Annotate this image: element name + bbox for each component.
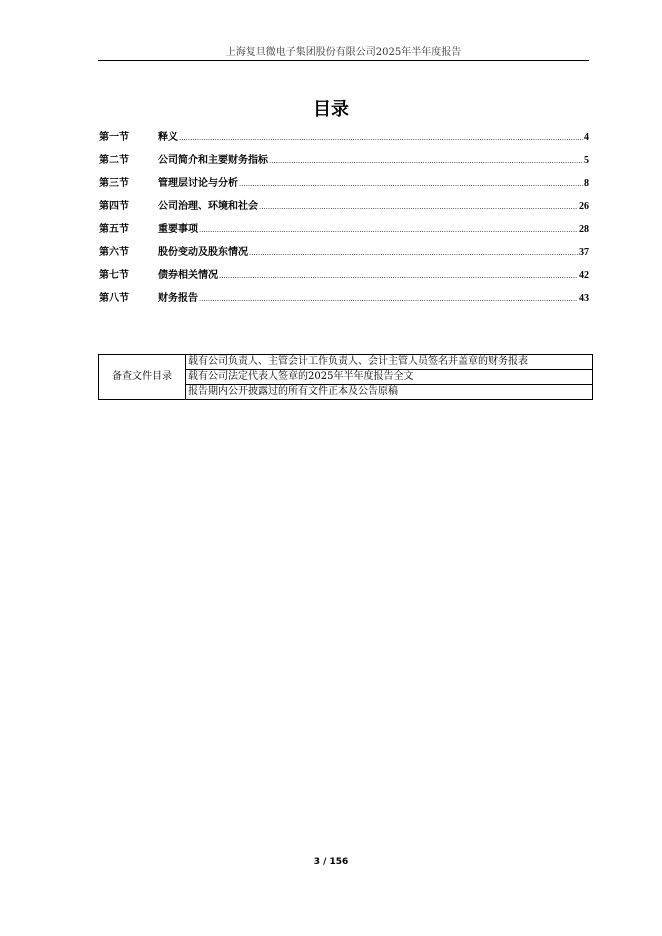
toc-leader-dots xyxy=(219,269,578,283)
toc-page-number: 5 xyxy=(584,155,589,166)
toc-entry[interactable] xyxy=(99,177,589,200)
toc-section-title: 股份变动及股东情况 xyxy=(158,247,248,258)
toc-page-number: 28 xyxy=(579,224,589,235)
toc-title: 目录 xyxy=(313,99,349,120)
toc-section-number: 第一节 xyxy=(99,132,129,143)
toc-page-number: 37 xyxy=(579,247,589,258)
toc-section-title: 管理层讨论与分析 xyxy=(158,178,238,189)
toc-leader-dots xyxy=(239,177,583,191)
toc-section-title: 公司治理、环境和社会 xyxy=(158,201,258,212)
reference-documents-label: 备查文件目录 xyxy=(99,355,186,400)
page-number: 3 / 156 xyxy=(313,857,349,867)
toc-page-number: 8 xyxy=(584,178,589,189)
reference-document-item: 载有公司法定代表人签章的2025年半年度报告全文 xyxy=(186,370,593,385)
toc-page-number: 26 xyxy=(579,201,589,212)
page-header: 上海复旦微电子集团股份有限公司2025年半年度报告 xyxy=(225,47,462,58)
toc-leader-dots xyxy=(179,131,583,145)
toc-section-title: 释义 xyxy=(158,132,178,143)
toc-entry[interactable] xyxy=(99,200,589,223)
toc-leader-dots xyxy=(249,246,578,260)
toc-section-title: 重要事项 xyxy=(158,224,198,235)
toc-leader-dots xyxy=(269,154,583,168)
toc-entry[interactable] xyxy=(99,131,589,154)
toc-section-title: 公司简介和主要财务指标 xyxy=(158,155,268,166)
toc-section-number: 第八节 xyxy=(99,293,129,304)
toc-page-number: 43 xyxy=(579,293,589,304)
toc-entry[interactable] xyxy=(99,269,589,292)
reference-documents-table xyxy=(98,354,593,400)
toc-leader-dots xyxy=(199,292,578,306)
table-row xyxy=(99,355,593,370)
toc-entry[interactable] xyxy=(99,292,589,315)
toc-entry[interactable] xyxy=(99,246,589,269)
toc-entry[interactable] xyxy=(99,223,589,246)
toc-leader-dots xyxy=(259,200,578,214)
toc-section-number: 第六节 xyxy=(99,247,129,258)
toc-section-number: 第四节 xyxy=(99,201,129,212)
reference-document-item: 报告期内公开披露过的所有文件正本及公告原稿 xyxy=(186,385,593,400)
toc-section-number: 第五节 xyxy=(99,224,129,235)
toc-leader-dots xyxy=(199,223,578,237)
toc-section-title: 债券相关情况 xyxy=(158,270,218,281)
reference-document-item: 载有公司负责人、主管会计工作负责人、会计主管人员签名并盖章的财务报表 xyxy=(186,355,593,370)
toc-page-number: 4 xyxy=(584,132,589,143)
toc-section-number: 第二节 xyxy=(99,155,129,166)
toc-section-title: 财务报告 xyxy=(158,293,198,304)
toc-page-number: 42 xyxy=(579,270,589,281)
toc-section-number: 第七节 xyxy=(99,270,129,281)
table-of-contents xyxy=(99,131,589,315)
toc-section-number: 第三节 xyxy=(99,178,129,189)
header-rule xyxy=(98,60,589,61)
toc-entry[interactable] xyxy=(99,154,589,177)
